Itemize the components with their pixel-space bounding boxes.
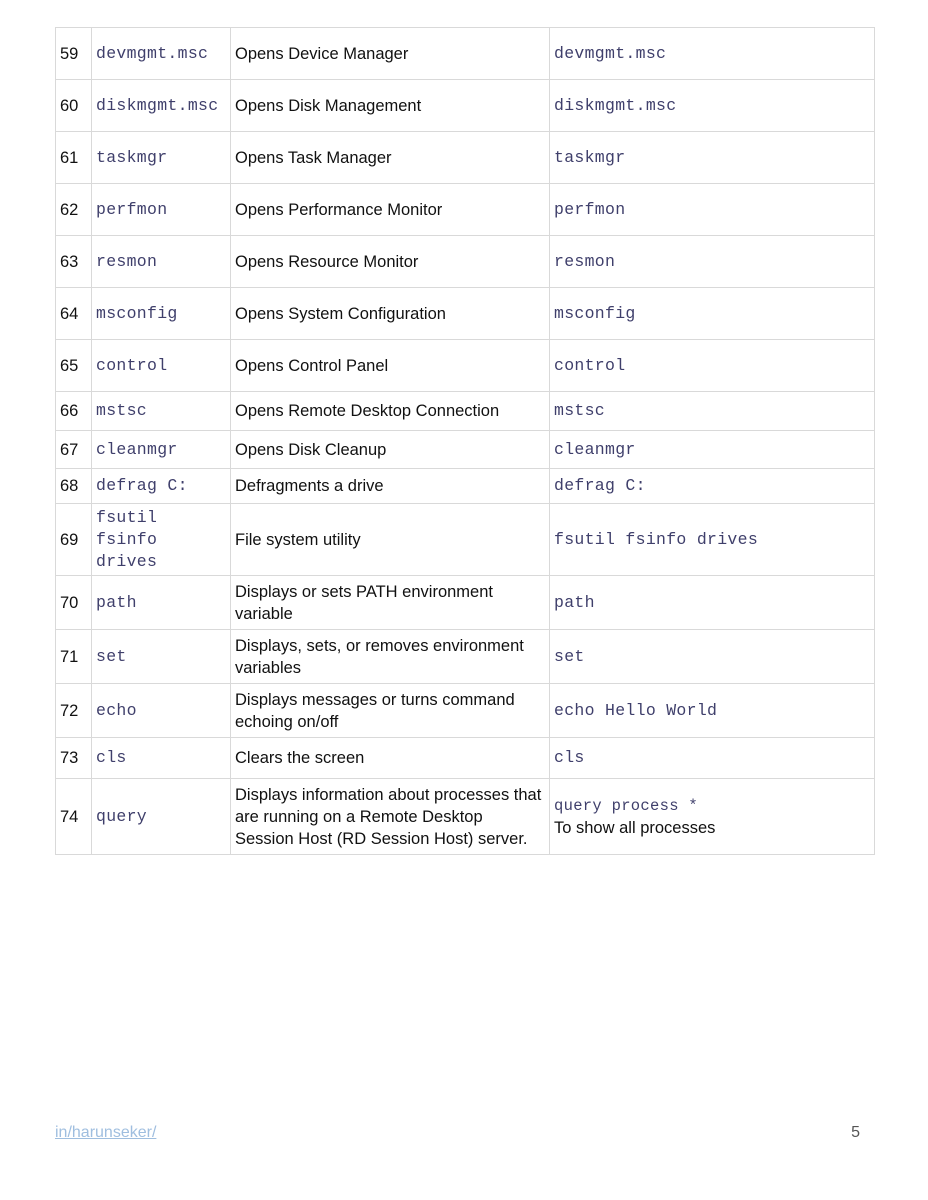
row-number: 64 [56, 288, 92, 340]
description-cell: Opens System Configuration [231, 288, 550, 340]
command-cell: perfmon [92, 184, 231, 236]
command-cell: devmgmt.msc [92, 28, 231, 80]
profile-link[interactable]: in/harunseker/ [55, 1124, 157, 1141]
example-cell: mstsc [550, 392, 875, 431]
example-cell: diskmgmt.msc [550, 80, 875, 132]
row-number: 59 [56, 28, 92, 80]
example-cell: path [550, 576, 875, 630]
example-cell: taskmgr [550, 132, 875, 184]
table-row [56, 340, 875, 392]
description-cell: Opens Control Panel [231, 340, 550, 392]
example-cell: set [550, 630, 875, 684]
description-cell: File system utility [231, 504, 550, 576]
example-cell: fsutil fsinfo drives [550, 504, 875, 576]
table-row [56, 469, 875, 504]
table-row [56, 431, 875, 469]
table-row [56, 80, 875, 132]
command-cell: query [92, 779, 231, 855]
example-cell: echo Hello World [550, 684, 875, 738]
command-cell [92, 504, 231, 576]
command-line: fsutil [96, 507, 158, 527]
description-cell: Displays, sets, or removes environment variables [231, 630, 550, 684]
command-cell: cleanmgr [92, 431, 231, 469]
row-number: 70 [56, 576, 92, 630]
table-row [56, 684, 875, 738]
command-cell: mstsc [92, 392, 231, 431]
example-note: To show all processes [554, 819, 716, 837]
row-number: 63 [56, 236, 92, 288]
table-row [56, 779, 875, 855]
row-number: 72 [56, 684, 92, 738]
command-cell: defrag C: [92, 469, 231, 504]
table-row [56, 132, 875, 184]
description-cell: Displays or sets PATH environment variable [231, 576, 550, 630]
description-cell: Clears the screen [231, 738, 550, 779]
description-cell: Displays messages or turns command echoing on/off [231, 684, 550, 738]
page-number: 5 [851, 1124, 860, 1141]
command-cell: control [92, 340, 231, 392]
example-cell [550, 779, 875, 855]
example-cell: resmon [550, 236, 875, 288]
table-row [56, 738, 875, 779]
row-number: 60 [56, 80, 92, 132]
example-cell: cls [550, 738, 875, 779]
example-cell: control [550, 340, 875, 392]
table-row [56, 576, 875, 630]
row-number: 67 [56, 431, 92, 469]
row-number: 65 [56, 340, 92, 392]
table-row [56, 630, 875, 684]
table-row [56, 236, 875, 288]
table-row [56, 392, 875, 431]
example-cell: perfmon [550, 184, 875, 236]
table-row [56, 184, 875, 236]
description-cell: Opens Resource Monitor [231, 236, 550, 288]
row-number: 66 [56, 392, 92, 431]
row-number: 61 [56, 132, 92, 184]
description-cell: Opens Disk Management [231, 80, 550, 132]
table-row [56, 288, 875, 340]
command-line: drives [96, 551, 158, 571]
description-cell: Opens Performance Monitor [231, 184, 550, 236]
command-cell: set [92, 630, 231, 684]
description-cell: Opens Disk Cleanup [231, 431, 550, 469]
description-cell: Opens Task Manager [231, 132, 550, 184]
command-cell: path [92, 576, 231, 630]
command-cell: cls [92, 738, 231, 779]
description-cell: Opens Remote Desktop Connection [231, 392, 550, 431]
command-cell: taskmgr [92, 132, 231, 184]
command-line: fsinfo [96, 529, 158, 549]
row-number: 71 [56, 630, 92, 684]
example-cell: msconfig [550, 288, 875, 340]
row-number: 68 [56, 469, 92, 504]
command-cell: diskmgmt.msc [92, 80, 231, 132]
example-cell: cleanmgr [550, 431, 875, 469]
command-cell: resmon [92, 236, 231, 288]
example-cell: devmgmt.msc [550, 28, 875, 80]
example-command: query process * [554, 797, 699, 815]
description-cell: Defragments a drive [231, 469, 550, 504]
description-cell: Opens Device Manager [231, 28, 550, 80]
table-row [56, 28, 875, 80]
row-number: 62 [56, 184, 92, 236]
description-cell: Displays information about processes that are running on a Remote Desktop Session Host (RD Session Host) server. [231, 779, 550, 855]
row-number: 73 [56, 738, 92, 779]
table-row [56, 504, 875, 576]
row-number: 69 [56, 504, 92, 576]
command-cell: msconfig [92, 288, 231, 340]
example-cell: defrag C: [550, 469, 875, 504]
command-cell: echo [92, 684, 231, 738]
row-number: 74 [56, 779, 92, 855]
commands-table [55, 27, 875, 855]
